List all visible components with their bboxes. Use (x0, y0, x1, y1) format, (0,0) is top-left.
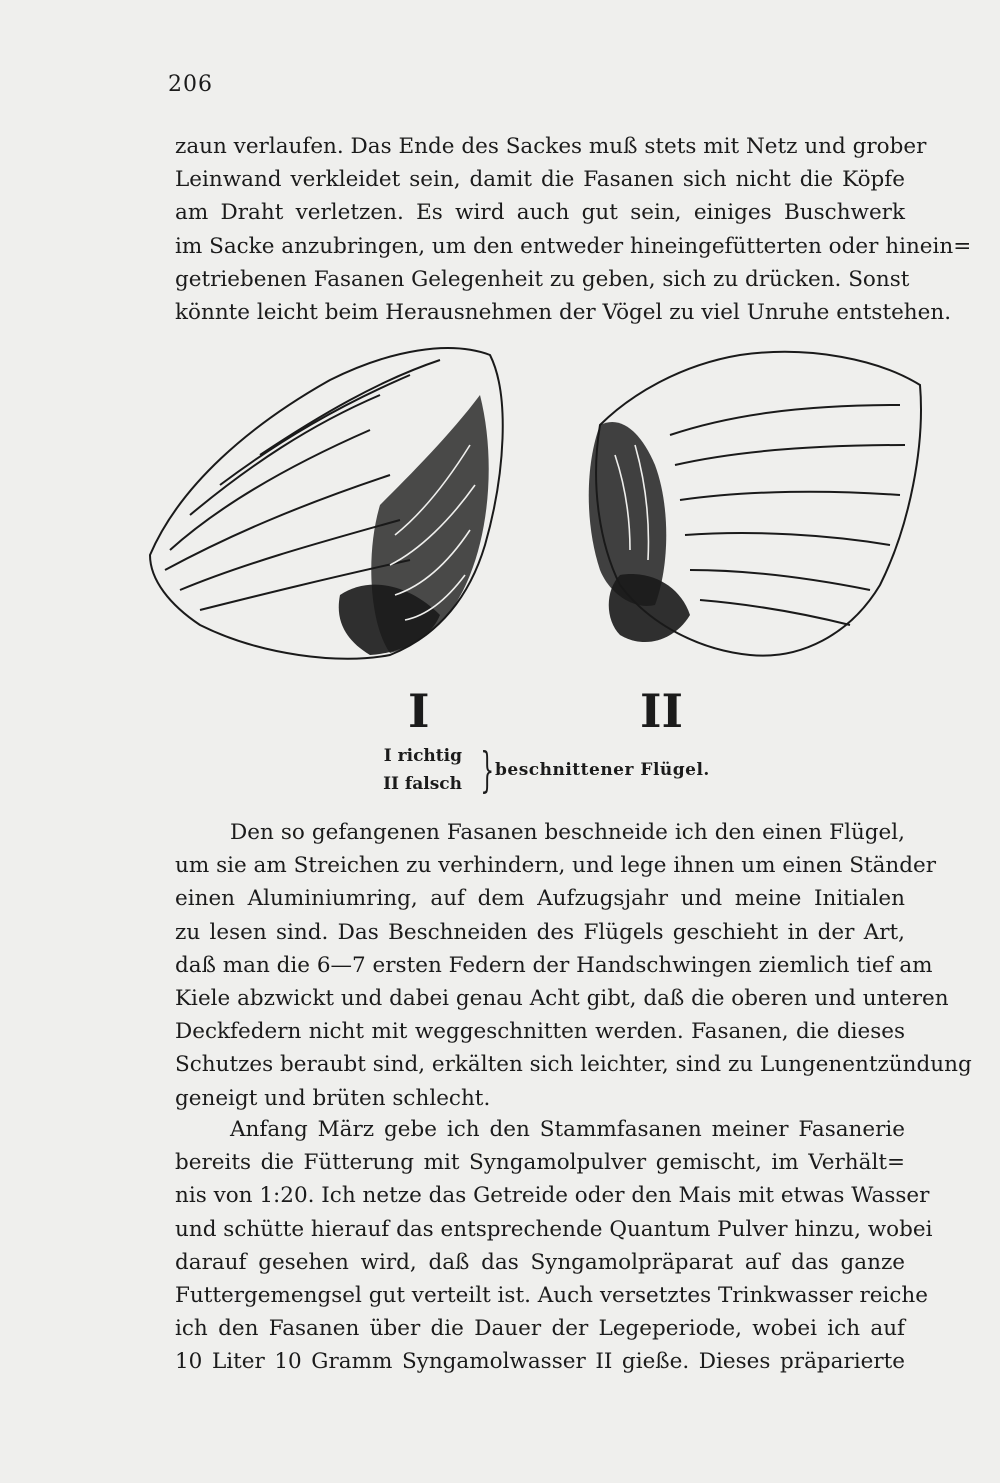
wing-drawing-1 (140, 335, 510, 665)
page-number: 206 (168, 72, 213, 97)
text-line: um sie am Streichen zu verhindern, und lege ihnen um einen Ständer (175, 853, 937, 879)
text-line: Leinwand verkleidet sein, damit die Fasanen sich nicht die Köpfe (175, 167, 905, 193)
text-line: Den so gefangenen Fasanen beschneide ich den einen Flügel, (230, 820, 905, 845)
caption-text: beschnittener Flügel. (495, 760, 710, 780)
figure-label-2: II (640, 684, 684, 738)
text-line: Deckfedern nicht mit weggeschnitten werden. Fasanen, die dieses (175, 1019, 905, 1045)
text-line: Kiele abzwickt und dabei genau Acht gibt, daß die oberen und unteren (175, 986, 949, 1012)
caption-line-2: II falsch (383, 774, 462, 794)
text-line: im Sacke anzubringen, um den entweder hineingefütterten oder hinein= (175, 233, 972, 259)
text-line: nis von 1:20. Ich netze das Getreide oder den Mais mit etwas Wasser (175, 1183, 930, 1209)
text-line: ich den Fasanen über die Dauer der Legeperiode, wobei ich auf (175, 1316, 905, 1342)
text-line: einen Aluminiumring, auf dem Aufzugsjahr und meine Initialen (175, 886, 905, 912)
text-line: und schütte hierauf das entsprechende Quantum Pulver hinzu, wobei (175, 1216, 933, 1242)
paragraph-2 (175, 816, 972, 1115)
wing-illustration (140, 335, 920, 670)
text-line: zaun verlaufen. Das Ende des Sackes muß stets mit Netz und grober (175, 134, 927, 159)
text-line: bereits die Fütterung mit Syngamolpulver gemischt, im Verhält= (175, 1150, 905, 1176)
figure-caption (380, 742, 710, 798)
text-line: 10 Liter 10 Gramm Syngamolwasser II gieße. Dieses präparierte (175, 1349, 905, 1375)
paragraph-1 (175, 130, 972, 329)
text-line: am Draht verletzen. Es wird auch gut sein, einiges Buschwerk (175, 200, 905, 226)
brace-symbol: } (480, 742, 495, 798)
text-line: daß man die 6—7 ersten Federn der Handschwingen ziemlich tief am (175, 952, 933, 978)
paragraph-3 (175, 1113, 933, 1379)
text-line: zu lesen sind. Das Beschneiden des Flügels geschieht in der Art, (175, 919, 905, 945)
wing-drawing-2 (560, 335, 930, 665)
text-line: könnte leicht beim Herausnehmen der Vögel zu viel Unruhe entstehen. (175, 300, 952, 326)
text-line: Schutzes beraubt sind, erkälten sich leichter, sind zu Lungenentzündung (175, 1052, 972, 1078)
text-line: getriebenen Fasanen Gelegenheit zu geben, sich zu drücken. Sonst (175, 266, 910, 292)
text-line: Anfang März gebe ich den Stammfasanen meiner Fasanerie (230, 1117, 905, 1142)
text-line: geneigt und brüten schlecht. (175, 1085, 491, 1111)
text-line: Futtergemengsel gut verteilt ist. Auch versetztes Trinkwasser reiche (175, 1283, 928, 1309)
figure-label-1: I (408, 684, 430, 738)
caption-line-1: I richtig (383, 746, 462, 766)
text-line: darauf gesehen wird, daß das Syngamolpräparat auf das ganze (175, 1249, 905, 1275)
